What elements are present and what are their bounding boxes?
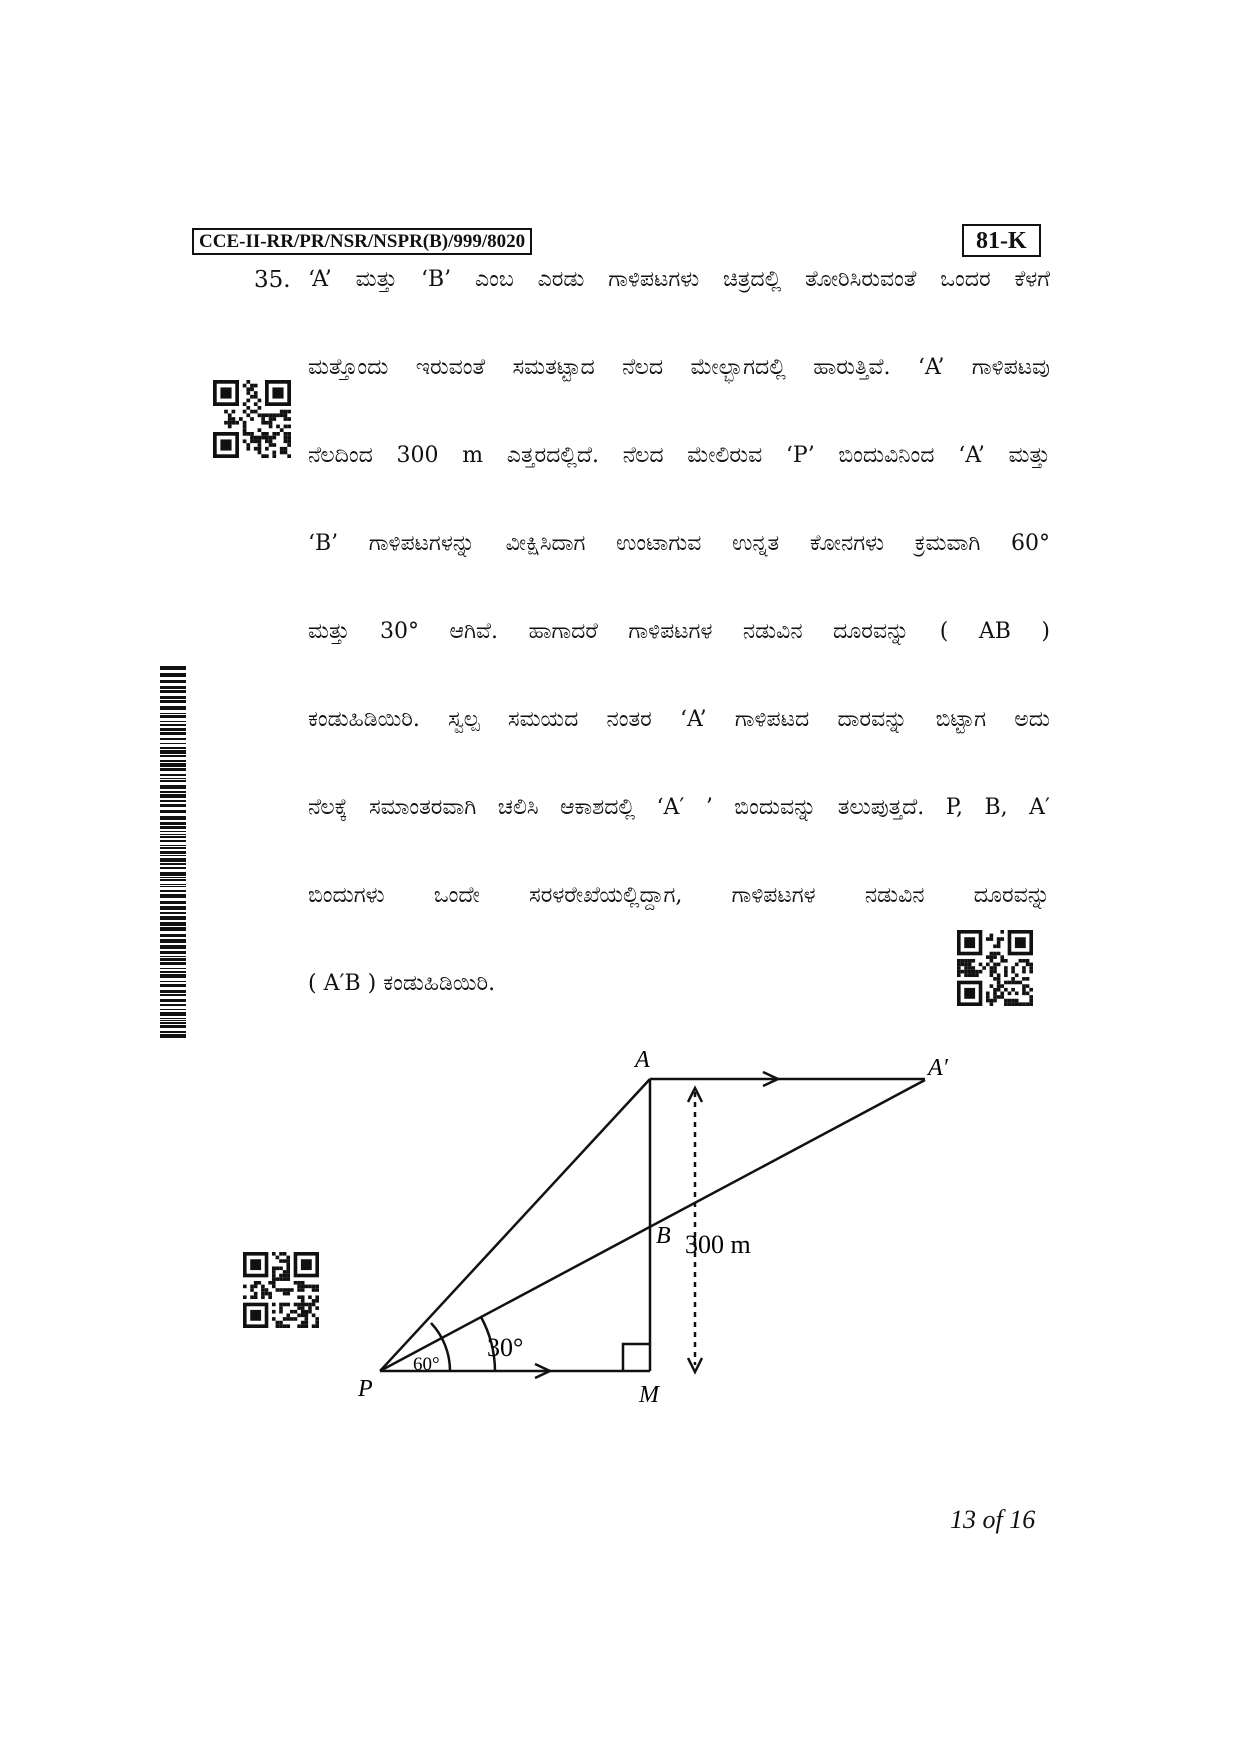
barcode-icon xyxy=(160,666,186,1038)
question-line: ಬಿಂದುಗಳು ಒಂದೇ ಸರಳರೇಖೆಯಲ್ಲಿದ್ದಾಗ, ಗಾಳಿಪಟಗಳ ನಡುವಿನ ದೂರವನ್ನು xyxy=(308,883,1050,908)
height-label: 300 m xyxy=(685,1230,751,1259)
paper-code: 81-K xyxy=(962,224,1041,257)
line-PA xyxy=(380,1079,650,1371)
label-A: A xyxy=(635,1047,650,1073)
label-M: M xyxy=(639,1382,659,1408)
question-line: ‘B’ ಗಾಳಿಪಟಗಳನ್ನು ವೀಕ್ಷಿಸಿದಾಗ ಉಂಟಾಗುವ ಉನ್ನತ ಕೋನಗಳು ಕ್ರಮವಾಗಿ 60° xyxy=(308,531,1050,556)
question-line: ಮತ್ತೊಂದು ಇರುವಂತೆ ಸಮತಟ್ಟಾದ ನೆಲದ ಮೇಲ್ಭಾಗದಲ್ಲಿ ಹಾರುತ್ತಿವೆ. ‘A’ ಗಾಳಿಪಟವು xyxy=(308,355,1050,380)
angle-30-label: 30° xyxy=(487,1333,524,1362)
line-PA-prime xyxy=(380,1080,925,1371)
label-P: P xyxy=(358,1376,373,1402)
qr-code-icon xyxy=(957,930,1033,1006)
angle-60-label: 60° xyxy=(413,1354,440,1375)
exam-code: CCE-II-RR/PR/NSR/NSPR(B)/999/8020 xyxy=(192,228,532,255)
question-line: ಕಂಡುಹಿಡಿಯಿರಿ. ಸ್ವಲ್ಪ ಸಮಯದ ನಂತರ ‘A’ ಗಾಳಿಪಟದ ದಾರವನ್ನು ಬಿಟ್ಟಾಗ ಅದು xyxy=(308,707,1050,732)
question-text xyxy=(308,265,1050,1057)
question-line: ( A′B ) ಕಂಡುಹಿಡಿಯಿರಿ. xyxy=(308,971,496,996)
question-line: ಮತ್ತು 30° ಆಗಿವೆ. ಹಾಗಾದರೆ ಗಾಳಿಪಟಗಳ ನಡುವಿನ ದೂರವನ್ನು ( AB ) xyxy=(308,619,1050,644)
page-number: 13 of 16 xyxy=(950,1505,1036,1534)
label-A-prime: A′ xyxy=(928,1055,948,1081)
question-line: ‘A’ ಮತ್ತು ‘B’ ಎಂಬ ಎರಡು ಗಾಳಿಪಟಗಳು ಚಿತ್ರದಲ್ಲಿ ತೋರಿಸಿರುವಂತೆ ಒಂದರ ಕೆಳಗೆ xyxy=(308,267,1050,292)
question-line: ನೆಲಕ್ಕೆ ಸಮಾಂತರವಾಗಿ ಚಲಿಸಿ ಆಕಾಶದಲ್ಲಿ ‘A′ ’ ಬಿಂದುವನ್ನು ತಲುಪುತ್ತದೆ. P, B, A′ xyxy=(308,795,1050,820)
kite-figure xyxy=(350,1040,990,1424)
qr-code-icon xyxy=(213,380,291,458)
label-B: B xyxy=(656,1223,671,1249)
qr-code-icon xyxy=(243,1252,319,1328)
question-line: ನೆಲದಿಂದ 300 m ಎತ್ತರದಲ್ಲಿದೆ. ನೆಲದ ಮೇಲಿರುವ ‘P’ ಬಿಂದುವಿನಿಂದ ‘A’ ಮತ್ತು xyxy=(308,443,1050,468)
question-number: 35. xyxy=(254,267,291,293)
right-angle-mark xyxy=(623,1344,650,1371)
